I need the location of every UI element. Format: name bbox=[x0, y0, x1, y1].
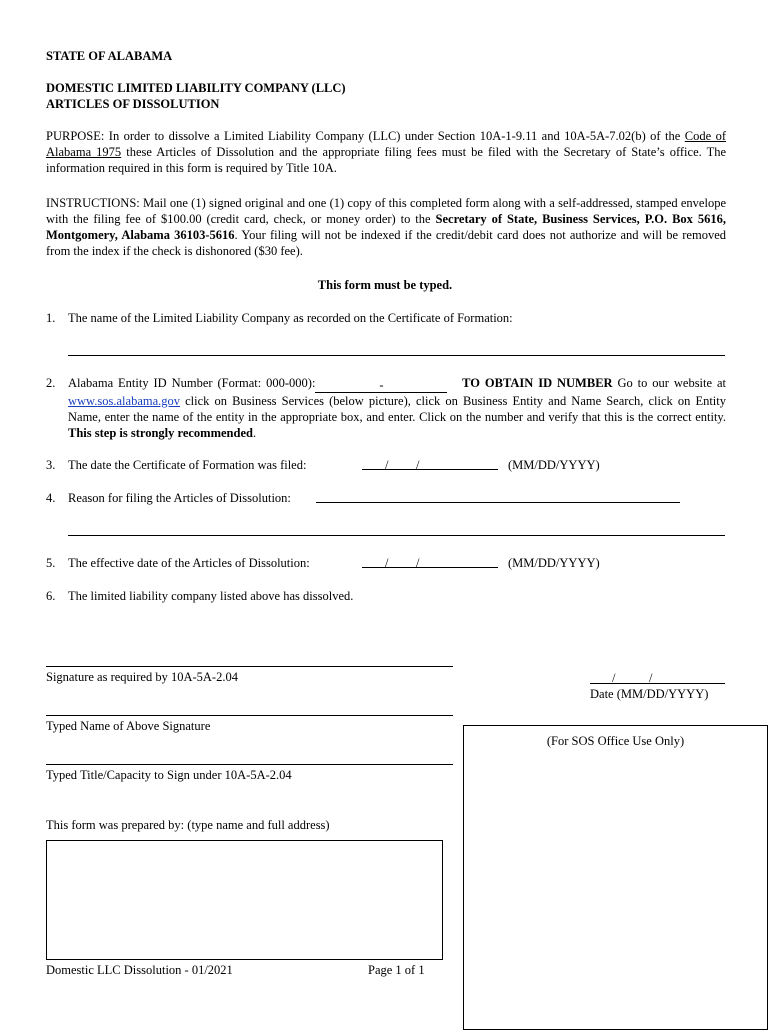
sos-website-link[interactable]: www.sos.alabama.gov bbox=[68, 394, 181, 408]
formation-date-slash-1: / bbox=[385, 458, 389, 472]
item-3-number: 3. bbox=[46, 458, 56, 472]
effective-date-format: (MM/DD/YYYY) bbox=[508, 556, 600, 570]
llc-name-field[interactable] bbox=[68, 355, 725, 356]
state-heading: STATE OF ALABAMA bbox=[46, 49, 173, 63]
item-6-number: 6. bbox=[46, 589, 56, 603]
effective-date-slash-1: / bbox=[385, 556, 389, 570]
form-title-line2: ARTICLES OF DISSOLUTION bbox=[46, 97, 220, 111]
go-to-text: Go to our website at bbox=[612, 376, 726, 390]
effective-date-field[interactable] bbox=[362, 567, 498, 568]
formation-date-slash-2: / bbox=[416, 458, 420, 472]
purpose-lead: PURPOSE: In order to dissolve a Limited Liability Company (LLC) under Section 10A-1-9.11 and 10A-5A-7.02(b) of the bbox=[46, 129, 685, 143]
purpose-paragraph bbox=[46, 128, 726, 176]
item-2-period: . bbox=[252, 426, 257, 440]
strongly-recommended: This step is strongly recommended bbox=[68, 426, 253, 440]
formation-date-format: (MM/DD/YYYY) bbox=[508, 458, 600, 472]
code-of-alabama-reference: Code of Alabama 1975 bbox=[46, 129, 726, 159]
item-2-number: 2. bbox=[46, 376, 56, 390]
item-5-number: 5. bbox=[46, 556, 56, 570]
obtain-id-heading: TO OBTAIN ID NUMBER bbox=[462, 376, 613, 390]
entity-id-field[interactable] bbox=[315, 380, 447, 393]
item-1-number: 1. bbox=[46, 311, 56, 325]
item-4-label: Reason for filing the Articles of Dissolution: bbox=[68, 491, 291, 505]
typed-name-label: Typed Name of Above Signature bbox=[46, 719, 211, 733]
dissolution-reason-field[interactable] bbox=[316, 502, 680, 503]
entity-search-instructions: click on Business Services (below picture), click on Business Entity and Name Search, click on Entity Name, enter the name of the entity in the appropriate box, and enter. Click on the number and verify that this is the correct entity. bbox=[68, 394, 726, 424]
instructions-paragraph bbox=[46, 195, 726, 259]
prepared-by-label: This form was prepared by: (type name and full address) bbox=[46, 818, 330, 832]
entity-id-label: Alabama Entity ID Number (Format: 000-000): bbox=[68, 376, 316, 390]
item-2-paragraph bbox=[68, 375, 726, 441]
typed-title-field[interactable] bbox=[46, 764, 453, 765]
entity-id-dash: - bbox=[379, 378, 384, 392]
item-5-label: The effective date of the Articles of Dissolution: bbox=[68, 556, 310, 570]
mailing-address: Secretary of State, Business Services, P.O. Box 5616, Montgomery, Alabama 36103-5616 bbox=[46, 212, 726, 242]
signature-date-field[interactable] bbox=[590, 683, 725, 684]
item-3-label: The date the Certificate of Formation was filed: bbox=[68, 458, 307, 472]
typed-name-field[interactable] bbox=[46, 715, 453, 716]
signature-date-slash-1: / bbox=[612, 671, 616, 685]
instructions-lead: INSTRUCTIONS: Mail one (1) signed original and one (1) copy of this completed form along with a self-addressed, stamped envelope with the filing fee of $100.00 (credit card, check, or money order) to the bbox=[46, 196, 726, 226]
purpose-rest: these Articles of Dissolution and the appropriate filing fees must be filed with the Secretary of State’s office. The information required in this form is required by Title 10A. bbox=[46, 145, 726, 175]
instructions-rest: . Your filing will not be indexed if the credit/debit card does not authorize and will be removed from the index if the check is dishonored ($30 fee). bbox=[46, 228, 727, 258]
formation-date-field[interactable] bbox=[362, 469, 498, 470]
footer-page-number: Page 1 of 1 bbox=[368, 963, 425, 977]
item-4-number: 4. bbox=[46, 491, 56, 505]
item-6-label: The limited liability company listed above has dissolved. bbox=[68, 589, 354, 603]
footer-form-id: Domestic LLC Dissolution - 01/2021 bbox=[46, 963, 233, 977]
form-title-line1: DOMESTIC LIMITED LIABILITY COMPANY (LLC) bbox=[46, 81, 346, 95]
office-use-label: (For SOS Office Use Only) bbox=[546, 734, 685, 748]
dissolution-reason-field-line2[interactable] bbox=[68, 535, 725, 536]
typed-title-label: Typed Title/Capacity to Sign under 10A-5A-2.04 bbox=[46, 768, 292, 782]
signature-label: Signature as required by 10A-5A-2.04 bbox=[46, 670, 238, 684]
item-1-label: The name of the Limited Liability Company as recorded on the Certificate of Formation: bbox=[68, 311, 513, 325]
typed-notice: This form must be typed. bbox=[317, 278, 453, 292]
prepared-by-textbox[interactable] bbox=[46, 840, 443, 960]
signature-date-label: Date (MM/DD/YYYY) bbox=[590, 687, 709, 701]
effective-date-slash-2: / bbox=[416, 556, 420, 570]
office-use-box bbox=[463, 725, 768, 1030]
signature-date-slash-2: / bbox=[649, 671, 653, 685]
signature-field[interactable] bbox=[46, 666, 453, 667]
